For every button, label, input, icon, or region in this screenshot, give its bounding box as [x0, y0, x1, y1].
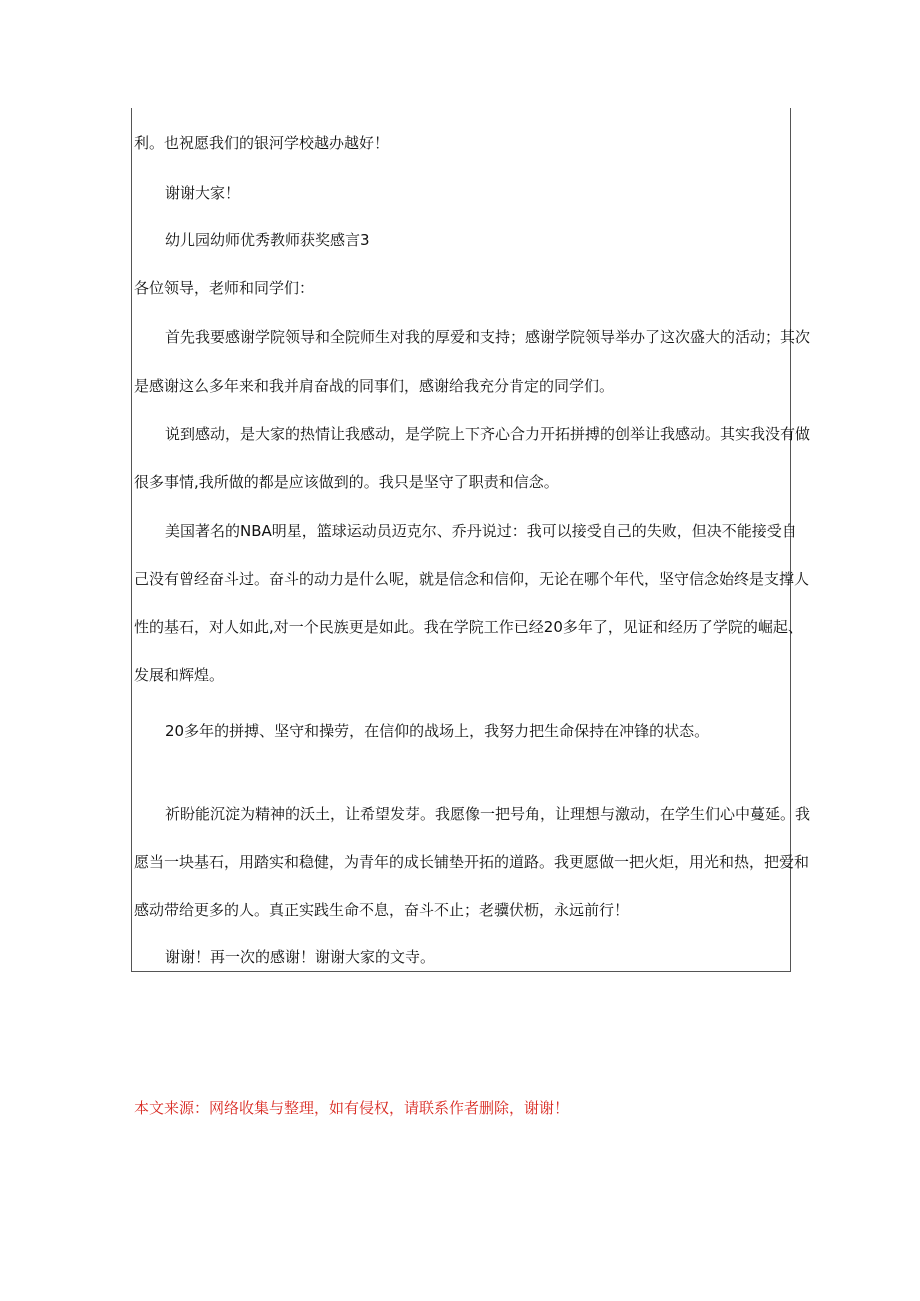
- paragraph-line: 感动带给更多的人。真正实践生命不息，奋斗不止；老骥伏枥，永远前行！: [134, 901, 630, 919]
- closing-line: 谢谢！再一次的感谢！谢谢大家的文寺。: [165, 948, 436, 966]
- source-note: 本文来源：网络收集与整理，如有侵权，请联系作者删除，谢谢！: [134, 1099, 570, 1117]
- paragraph-line: 利。也祝愿我们的银河学校越办越好！: [134, 134, 390, 152]
- section-heading: 幼儿园幼师优秀教师获奖感言3: [165, 231, 370, 249]
- paragraph-line: 20多年的拼搏、坚守和操劳，在信仰的战场上，我努力把生命保持在冲锋的状态。: [165, 722, 710, 740]
- paragraph-line: 美国著名的NBA明星，篮球运动员迈克尔、乔丹说过：我可以接受自己的失败，但决不能接受自: [165, 522, 797, 540]
- salutation: 各位领导，老师和同学们：: [134, 279, 315, 297]
- paragraph-line: 谢谢大家！: [165, 184, 241, 202]
- paragraph-line: 祈盼能沉淀为精神的沃土，让希望发芽。我愿像一把号角，让理想与激动，在学生们心中蔓延。我: [165, 805, 811, 823]
- paragraph-line: 是感谢这么多年来和我并肩奋战的同事们，感谢给我充分肯定的同学们。: [134, 377, 615, 395]
- paragraph-line: 愿当一块基石，用踏实和稳健，为青年的成长铺垫开拓的道路。我更愿做一把火炬，用光和热，把爱和: [134, 853, 810, 871]
- paragraph-line: 说到感动，是大家的热情让我感动，是学院上下齐心合力开拓拼搏的创举让我感动。其实我没有做: [165, 425, 811, 443]
- paragraph-line: 首先我要感谢学院领导和全院师生对我的厚爱和支持；感谢学院领导举办了这次盛大的活动；其次: [165, 328, 811, 346]
- paragraph-line: 己没有曾经奋斗过。奋斗的动力是什么呢，就是信念和信仰，无论在哪个年代，坚守信念始终是支撑人: [134, 570, 810, 588]
- paragraph-line: 性的基石，对人如此,对一个民族更是如此。我在学院工作已经20多年了，见证和经历了学院的崛起、: [134, 618, 803, 636]
- paragraph-line: 很多事情,我所做的都是应该做到的。我只是坚守了职责和信念。: [134, 473, 559, 491]
- paragraph-line: 发展和辉煌。: [134, 666, 225, 684]
